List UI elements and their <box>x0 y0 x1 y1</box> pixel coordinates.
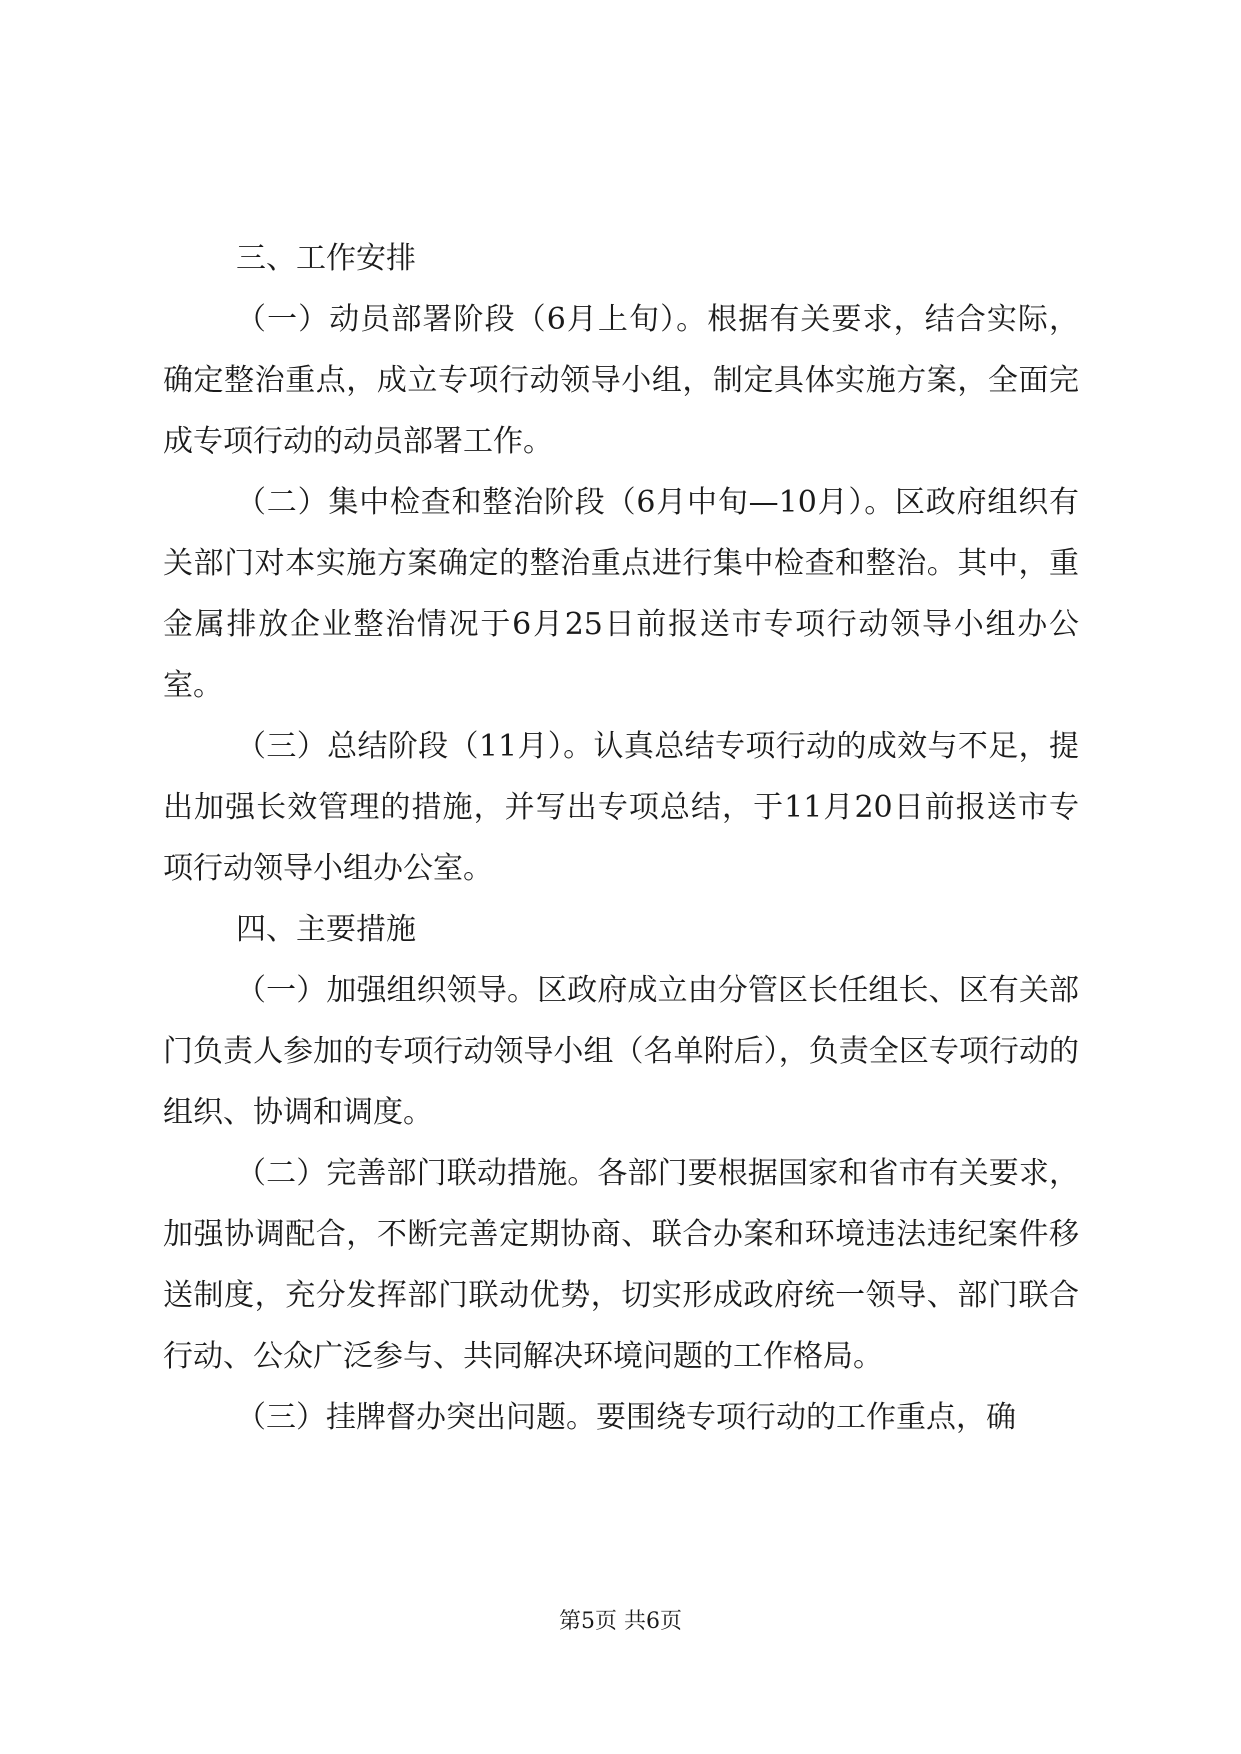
paragraph-inspection-stage: （二）集中检查和整治阶段（6月中旬—10月）。区政府组织有关部门对本实施方案确定的整治重点进行集中检查和整治。其中，重金属排放企业整治情况于6月25日前报送市专项行动领导小组办公室。 <box>163 485 1079 703</box>
section-heading-work-arrangement: 三、工作安排 <box>236 241 416 276</box>
paragraph-mobilization-stage: （一）动员部署阶段（6月上旬）。根据有关要求，结合实际，确定整治重点，成立专项行动领导小组，制定具体实施方案，全面完成专项行动的动员部署工作。 <box>163 302 1079 459</box>
page-footer <box>0 1607 1241 1637</box>
paragraph-supervision-issues: （三）挂牌督办突出问题。要围绕专项行动的工作重点，确 <box>236 1400 1016 1435</box>
paragraph-summary-stage: （三）总结阶段（11月）。认真总结专项行动的成效与不足，提出加强长效管理的措施，并写出专项总结，于11月20日前报送市专项行动领导小组办公室。 <box>163 729 1079 886</box>
document-body <box>163 228 1079 1448</box>
paragraph-organization-leadership: （一）加强组织领导。区政府成立由分管区长任组长、区有关部门负责人参加的专项行动领导小组（名单附后），负责全区专项行动的组织、协调和调度。 <box>163 973 1079 1130</box>
page-number: 第5页 共6页 <box>559 1609 682 1634</box>
paragraph-department-coordination: （二）完善部门联动措施。各部门要根据国家和省市有关要求，加强协调配合，不断完善定期协商、联合办案和环境违法违纪案件移送制度，充分发挥部门联动优势，切实形成政府统一领导、部门联合行动、公众广泛参与、共同解决环境问题的工作格局。 <box>163 1156 1079 1374</box>
section-heading-main-measures: 四、主要措施 <box>236 912 416 947</box>
